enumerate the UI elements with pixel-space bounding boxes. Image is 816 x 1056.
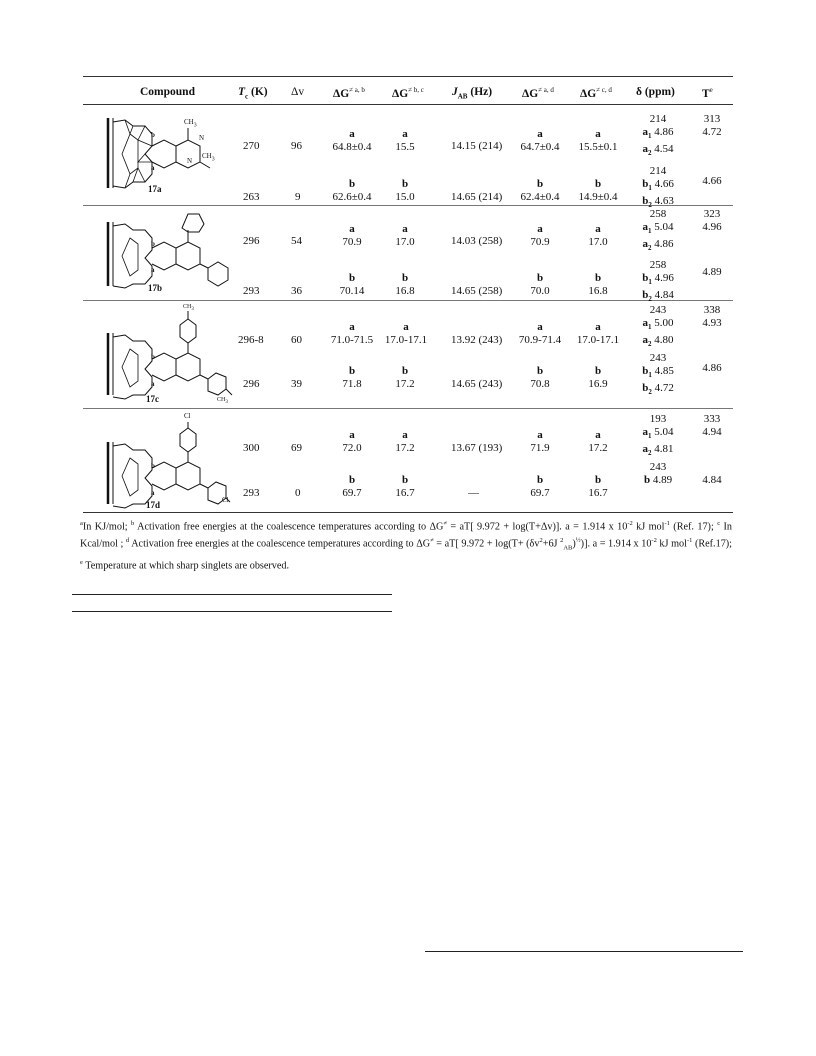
header-compound: Compound [140, 86, 195, 98]
header-jab: $J_{AB}$ (Hz) [452, 86, 493, 101]
delta-a: 243 $a_1$ 5.00 $a_2$ 4.80 [642, 304, 674, 349]
dg1-a: a 71.0-71.5 [330, 321, 374, 346]
delta-b: 258 $b_1$ 4.96 $b_2$ 4.84 [642, 259, 674, 304]
site-label-b: b [151, 240, 155, 248]
dg3-b: b 62.4±0.4 [520, 178, 560, 203]
delta-b: 243 $b_1$ 4.85 $b_2$ 4.72 [642, 352, 674, 397]
delta-b: 243 b 4.89 [643, 461, 673, 486]
dg1-a: a 64.8±0.4 [332, 128, 372, 153]
dv-b: 36 [291, 285, 302, 297]
dg4-b: b 14.9±0.4 [578, 178, 618, 203]
dg1-b: b 70.14 [339, 272, 365, 297]
site-label-b: b [151, 462, 155, 470]
methyl-label: $CH_3$ [217, 397, 228, 406]
te-b: 4.86 [702, 362, 722, 374]
dv-b: 0 [295, 487, 301, 499]
dv-b: 9 [295, 191, 301, 203]
dg4-b: b 16.9 [588, 365, 608, 390]
dg1-a: a 72.0 [342, 429, 362, 454]
te-b: 4.84 [702, 474, 722, 486]
header-tc: $T_c$ (K) [238, 86, 268, 101]
tc-a: 270 [243, 140, 260, 152]
site-label-a: a [151, 266, 155, 274]
te-a: 333 4.94 [702, 413, 722, 438]
dg3-a: a 64.7±0.4 [520, 128, 560, 153]
delta-a: 258 $a_1$ 5.04 $a_2$ 4.86 [642, 208, 674, 253]
te-a: 313 4.72 [702, 113, 722, 138]
dg1-b: b 71.8 [342, 365, 362, 390]
compound-name: 17d [146, 500, 161, 510]
header-delta: δ (ppm) [636, 86, 675, 98]
header-te: $T^e$ [702, 86, 713, 100]
methyl-label-side: $CH_3$ [202, 152, 215, 163]
header-dv: Δv [291, 86, 305, 98]
table-header-rule [83, 104, 733, 105]
jab-b: 14.65 (243) [451, 378, 503, 390]
structure-17b [100, 208, 230, 293]
jab-b: 14.65 (258) [451, 285, 503, 297]
dg2-b: b 17.2 [395, 365, 415, 390]
structure-17d [100, 412, 235, 510]
dv-a: 54 [291, 235, 302, 247]
header-dg1: $\Delta G^{\ne a, b}$ [333, 86, 365, 100]
nitrogen-label: N [187, 157, 193, 165]
site-label-a: a [151, 489, 155, 497]
dg3-a: a 71.9 [530, 429, 550, 454]
dg4-a: a 17.0-17.1 [576, 321, 620, 346]
site-label-b: b [151, 353, 155, 361]
te-a: 338 4.93 [702, 304, 722, 329]
separator-rule [72, 594, 392, 595]
compound-name: 17b [148, 283, 163, 293]
row-separator-17c [83, 408, 733, 409]
site-label-a: a [151, 164, 155, 172]
compound-name: 17c [146, 394, 159, 404]
dg2-b: b 15.0 [395, 178, 415, 203]
compound-name: 17a [148, 184, 162, 194]
site-label-b: b [151, 131, 155, 139]
tc-a: 300 [243, 442, 260, 454]
dg4-b: b 16.7 [588, 474, 608, 499]
dg2-b: b 16.7 [395, 474, 415, 499]
nitrogen-label: N [199, 134, 205, 142]
header-dg4: $\Delta G^{\ne c, d}$ [580, 86, 612, 100]
chlorine-label: Cl [184, 412, 191, 420]
table-bottom-rule [83, 512, 733, 513]
separator-rule [72, 611, 392, 612]
tc-b: 296 [243, 378, 260, 390]
table-footnote: $^a$In KJ/mol; $^b$ Activation free energies at the coalescence temperatures according to ΔG≠ = aT[ 9.972 + log(T+Δv)]. a = 1.914 x $10^{-2}$ kJ mol$^{-1}$ (Ref. 17); $^c$ In Kcal/mol ; $^d$ Activation free energies at the coalescence temperatures according to ΔG≠ = aT[ $9.972 + \log(T+ (\delta v^2+6J$ $^2_{AB}$)$^{\frac{1}{2}}$)]. a = 1.914 x $10^{-2}$ kJ mol$^{-1}$ (Ref.17); $^e$ Temperature at which sharp singlets are observed. [80, 520, 733, 572]
header-dg2: $\Delta G^{\ne b, c}$ [392, 86, 424, 100]
chlorine-label: Cl [222, 496, 229, 504]
tc-a: 296-8 [238, 334, 264, 346]
dg2-b: b 16.8 [395, 272, 415, 297]
dv-b: 39 [291, 378, 302, 390]
dg1-a: a 70.9 [342, 223, 362, 248]
dg4-a: a 15.5±0.1 [578, 128, 618, 153]
dg3-b: b 70.8 [530, 365, 550, 390]
te-b: 4.66 [702, 175, 722, 187]
dg2-a: a 17.2 [395, 429, 415, 454]
separator-rule [425, 951, 743, 952]
dv-a: 69 [291, 442, 302, 454]
dg4-a: a 17.2 [588, 429, 608, 454]
site-label-a: a [151, 380, 155, 388]
jab-a: 13.67 (193) [451, 442, 503, 454]
jab-b: — [468, 487, 479, 499]
methyl-label-top: $CH_3$ [184, 118, 197, 129]
delta-b: 214 $b_1$ 4.66 $b_2$ 4.63 [642, 165, 674, 210]
dg2-a: a 17.0 [395, 223, 415, 248]
dg3-a: a 70.9-71.4 [518, 321, 562, 346]
delta-a: 214 $a_1$ 4.86 $a_2$ 4.54 [642, 113, 674, 158]
dg3-b: b 69.7 [530, 474, 550, 499]
header-dg3: $\Delta G^{\ne a, d}$ [522, 86, 554, 100]
dg3-b: b 70.0 [530, 272, 550, 297]
jab-b: 14.65 (214) [451, 191, 503, 203]
methyl-label: $CH_3$ [183, 304, 194, 313]
te-b: 4.89 [702, 266, 722, 278]
dg2-a: a 15.5 [395, 128, 415, 153]
dg3-a: a 70.9 [530, 223, 550, 248]
jab-a: 13.92 (243) [451, 334, 503, 346]
table-top-rule [83, 76, 733, 77]
dg1-b: b 69.7 [342, 474, 362, 499]
te-a: 323 4.96 [702, 208, 722, 233]
jab-a: 14.15 (214) [451, 140, 503, 152]
delta-a: 193 $a_1$ 5.04 $a_2$ 4.81 [642, 413, 674, 458]
dv-a: 96 [291, 140, 302, 152]
structure-17c [100, 303, 235, 406]
tc-b: 293 [243, 487, 260, 499]
jab-a: 14.03 (258) [451, 235, 503, 247]
dg2-a: a 17.0-17.1 [384, 321, 428, 346]
dg4-a: a 17.0 [588, 223, 608, 248]
tc-a: 296 [243, 235, 260, 247]
dg1-b: b 62.6±0.4 [332, 178, 372, 203]
dv-a: 60 [291, 334, 302, 346]
tc-b: 263 [243, 191, 260, 203]
dg4-b: b 16.8 [588, 272, 608, 297]
tc-b: 293 [243, 285, 260, 297]
